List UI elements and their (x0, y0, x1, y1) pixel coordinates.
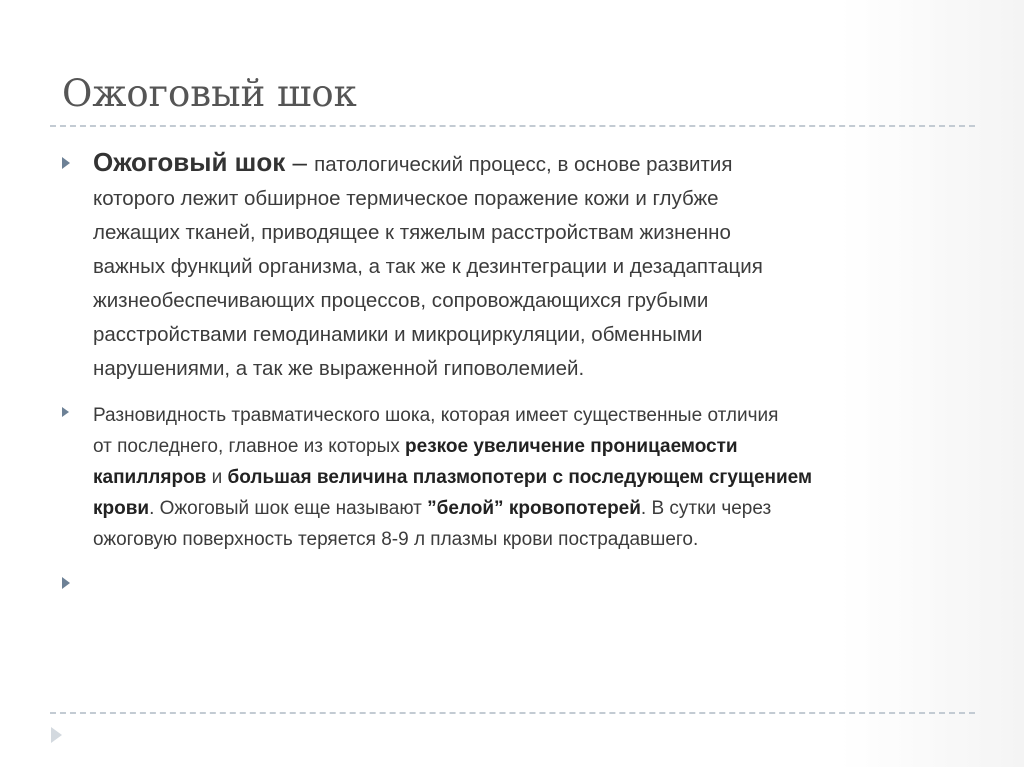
bullet-1-line-6: расстройствами гемодинамики и микроциркуляции, обменными (93, 323, 703, 346)
bullet-2-line-4: крови. Ожоговый шок еще называют ”белой” кровопотерей. В сутки через (93, 498, 772, 519)
bullet-1-line-4: важных функций организма, а так же к дезинтеграции и дезадаптация (93, 255, 763, 278)
title-divider (50, 125, 975, 127)
footer-divider (50, 712, 975, 714)
corner-arrow-icon (51, 727, 62, 743)
bullet-2-line-2: от последнего, главное из которых резкое увеличение проницаемости (93, 436, 738, 457)
bullet-1-line-7: нарушениями, а так же выраженной гиповолемией. (93, 357, 585, 380)
bullet-arrow-icon (62, 407, 69, 417)
bullet-arrow-icon (62, 577, 70, 589)
bullet-2-line-5: ожоговую поверхность теряется 8-9 л плазмы крови пострадавшего. (93, 529, 699, 550)
bullet-2-text (93, 400, 993, 555)
bullet-1-text (93, 145, 993, 386)
bullet-1-line-5: жизнеобеспечивающих процессов, сопровождающихся грубыми (93, 289, 709, 312)
bullet-1-line-3: лежащих тканей, приводящее к тяжелым расстройствам жизненно (93, 221, 731, 244)
bullet-arrow-icon (62, 157, 70, 169)
bullet-2-line-3: капилляров и большая величина плазмопотери с последующем сгущением (93, 467, 813, 488)
bullet-1-line-1: Ожоговый шок – патологический процесс, в основе развития (93, 147, 733, 177)
slide-title: Ожоговый шок (62, 72, 357, 115)
bullet-2-line-1: Разновидность травматического шока, которая имеет существенные отличия (93, 405, 779, 426)
bullet-1-line-2: которого лежит обширное термическое поражение кожи и глубже (93, 187, 719, 210)
bullet-1-term: Ожоговый шок (93, 147, 286, 177)
